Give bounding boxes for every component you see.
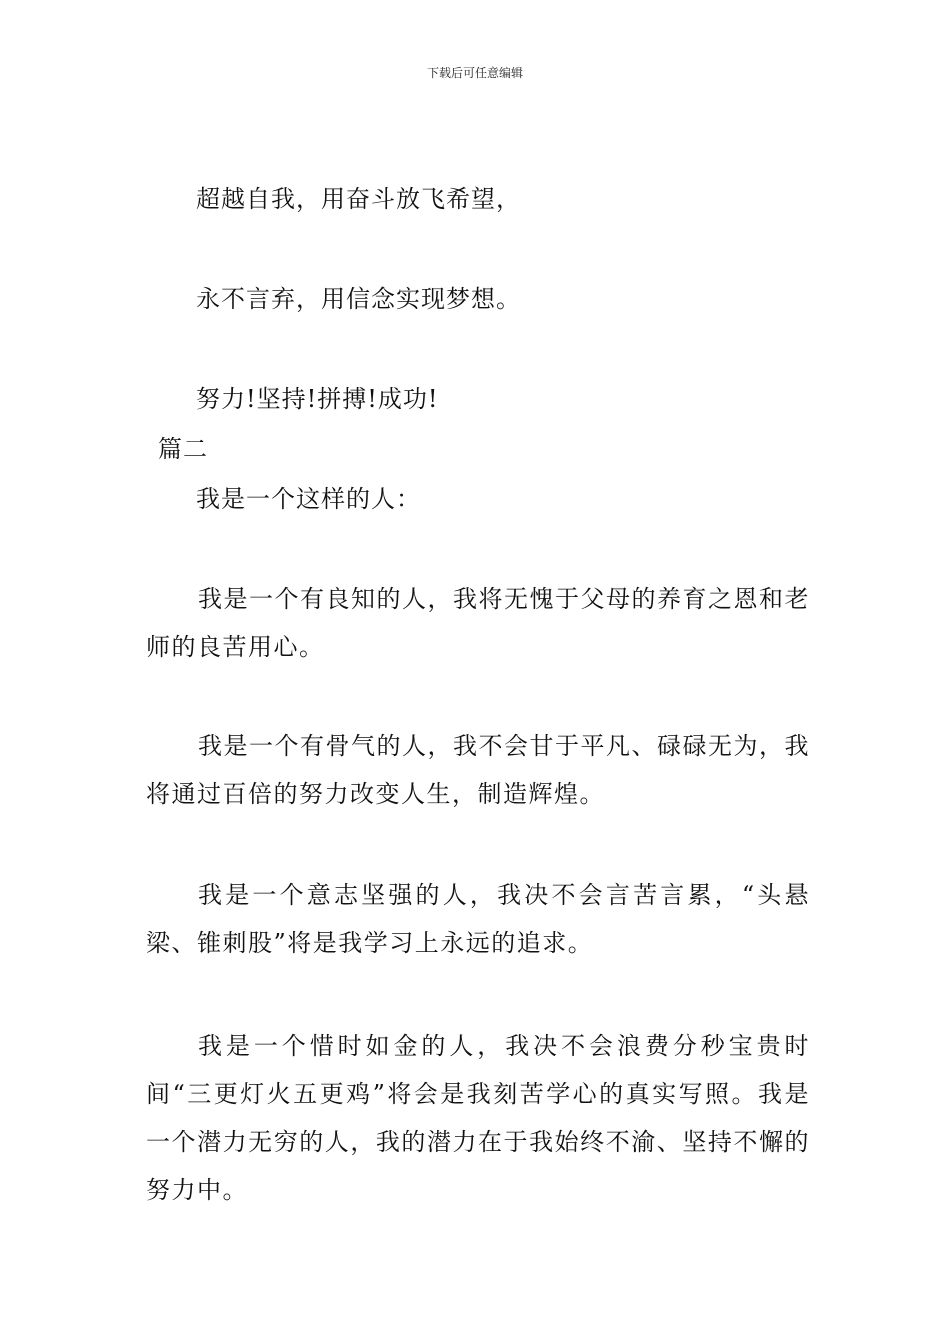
poem-line-3: 努力!坚持!拼搏!成功! <box>196 385 439 413</box>
poem-line-1: 超越自我，用奋斗放飞希望， <box>196 185 521 213</box>
paragraph-1: 我是一个有良知的人，我将无愧于父母的养育之恩和老师的良苦用心。 <box>146 585 810 661</box>
paragraph-4: 我是一个惜时如金的人，我决不会浪费分秒宝贵时间“三更灯火五更鸡”将会是我刻苦学心的真实写照。我是一个潜力无穷的人，我的潜力在于我始终不渝、坚持不懈的努力中。 <box>146 1032 810 1204</box>
section-title: 篇二 <box>158 435 208 463</box>
section-intro: 我是一个这样的人： <box>196 485 421 513</box>
paragraph-3: 我是一个意志坚强的人，我决不会言苦言累，“头悬梁、锥刺股”将是我学习上永远的追求。 <box>146 881 810 957</box>
page-header: 下载后可任意编辑 <box>426 66 523 80</box>
paragraph-2: 我是一个有骨气的人，我不会甘于平凡、碌碌无为，我将通过百倍的努力改变人生，制造辉煌。 <box>146 732 810 808</box>
poem-line-2: 永不言弃，用信念实现梦想。 <box>196 285 521 313</box>
